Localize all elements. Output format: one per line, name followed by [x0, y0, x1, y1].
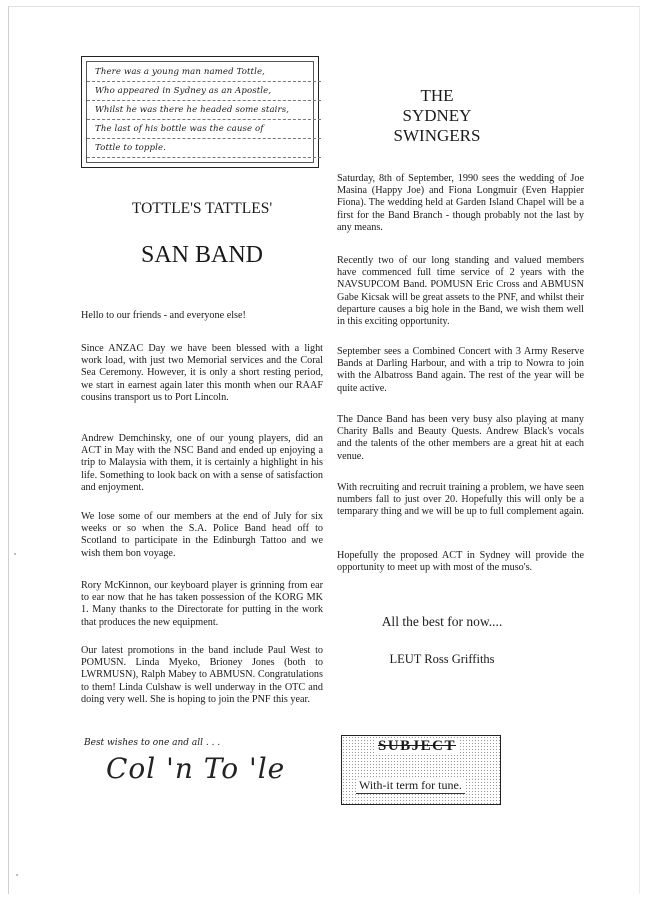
section-title: SAN BAND	[140, 242, 263, 268]
author-name: LEUT Ross Griffiths	[389, 652, 495, 666]
poem-box	[81, 56, 319, 168]
article-paragraph: Rory McKinnon, our keyboard player is grinning from ear to ear now that he has taken possession of the KORG MK 1. Many thanks to the Directorate for putting in the work that produces the new equipment.	[81, 580, 323, 628]
article-paragraph: Since ANZAC Day we have been blessed with a light work load, with just two Memorial services and the Coral Sea Ceremony. However, it is only a short resting period, we start in earnest again later this month when our RAAF cousins transport us to Port Lincoln.	[81, 343, 323, 403]
subject-title: SUBJECT	[378, 738, 457, 754]
subject-box	[341, 735, 501, 805]
poem-frame	[86, 61, 314, 163]
article-paragraph: Our latest promotions in the band include Paul West to POMUSN. Linda Myeko, Brioney Jones (both to LWRMUSN), Ralph Mabey to ABMUSN. Congratulations to them! Linda Culshaw is well underway in the OTC and doing very well. She is hoping to join the PNF this year.	[81, 645, 323, 705]
poem-line: Whilst he was there he headed some stairs,	[87, 102, 321, 120]
closing-line: All the best for now....	[381, 614, 503, 629]
column-heading: TOTTLE'S TATTLES'	[131, 200, 273, 217]
article-paragraph: With recruiting and recruit training a problem, we have seen numbers fall to just over 20. Hopefully this will only be a temparary thing and we will be up to full complement again.	[337, 482, 584, 518]
poem-line: Who appeared in Sydney as an Apostle,	[87, 83, 321, 101]
poem-line: There was a young man named Tottle,	[87, 64, 321, 82]
signature: Col 'n To 'le	[106, 752, 286, 785]
article-paragraph: The Dance Band has been very busy also playing at many Charity Balls and Beauty Quests. Andrew Black's vocals and the talents of the other members are a great hit at each venue.	[337, 414, 584, 462]
scan-speck	[16, 874, 18, 876]
article-paragraph: We lose some of our members at the end of July for six weeks or so when the S.A. Police Band head off to Scotland to participate in the Edinburgh Tattoo and we wish them bon voyage.	[81, 511, 323, 559]
best-wishes: Best wishes to one and all . . .	[84, 738, 221, 748]
article-paragraph: September sees a Combined Concert with 3 Army Reserve Bands at Darling Harbour, and with a trip to Nowra to join with the Albatross Band again. The rest of the year will be quite active.	[337, 346, 584, 394]
article-paragraph: Hello to our friends - and everyone else!	[81, 310, 246, 321]
subject-text: With-it term for tune.	[356, 778, 465, 794]
poem-line: The last of his bottle was the cause of	[87, 121, 321, 139]
article-paragraph: Andrew Demchinsky, one of our young players, did an ACT in May with the NSC Band and ended up enjoying a trip to Malaysia with them, it is certainly a highlight in his life. Something to look back on with a sense of satisfaction and enjoyment.	[81, 433, 323, 493]
article-paragraph: Saturday, 8th of September, 1990 sees the wedding of Joe Masina (Happy Joe) and Fiona Longmuir (Even Happier Fiona). The wedding held at Garden Island Chapel will be a first for the Band Branch - though probably not the last by any means.	[337, 173, 584, 233]
poem-line: Tottle to topple.	[87, 140, 321, 158]
article-paragraph: Hopefully the proposed ACT in Sydney will provide the opportunity to meet up with most of the muso's.	[337, 550, 584, 574]
article-paragraph: Recently two of our long standing and valued members have commenced full time service of 2 years with the NAVSUPCOM Band. POMUSN Eric Cross and ABMUSN Gabe Kicsak will be great assets to the PNF, and whilst their departure causes a big hole in the Band, we wish them well in this exciting opportunity.	[337, 255, 584, 328]
scan-speck	[14, 553, 16, 555]
column-heading: THE SYDNEY SWINGERS	[393, 86, 481, 145]
